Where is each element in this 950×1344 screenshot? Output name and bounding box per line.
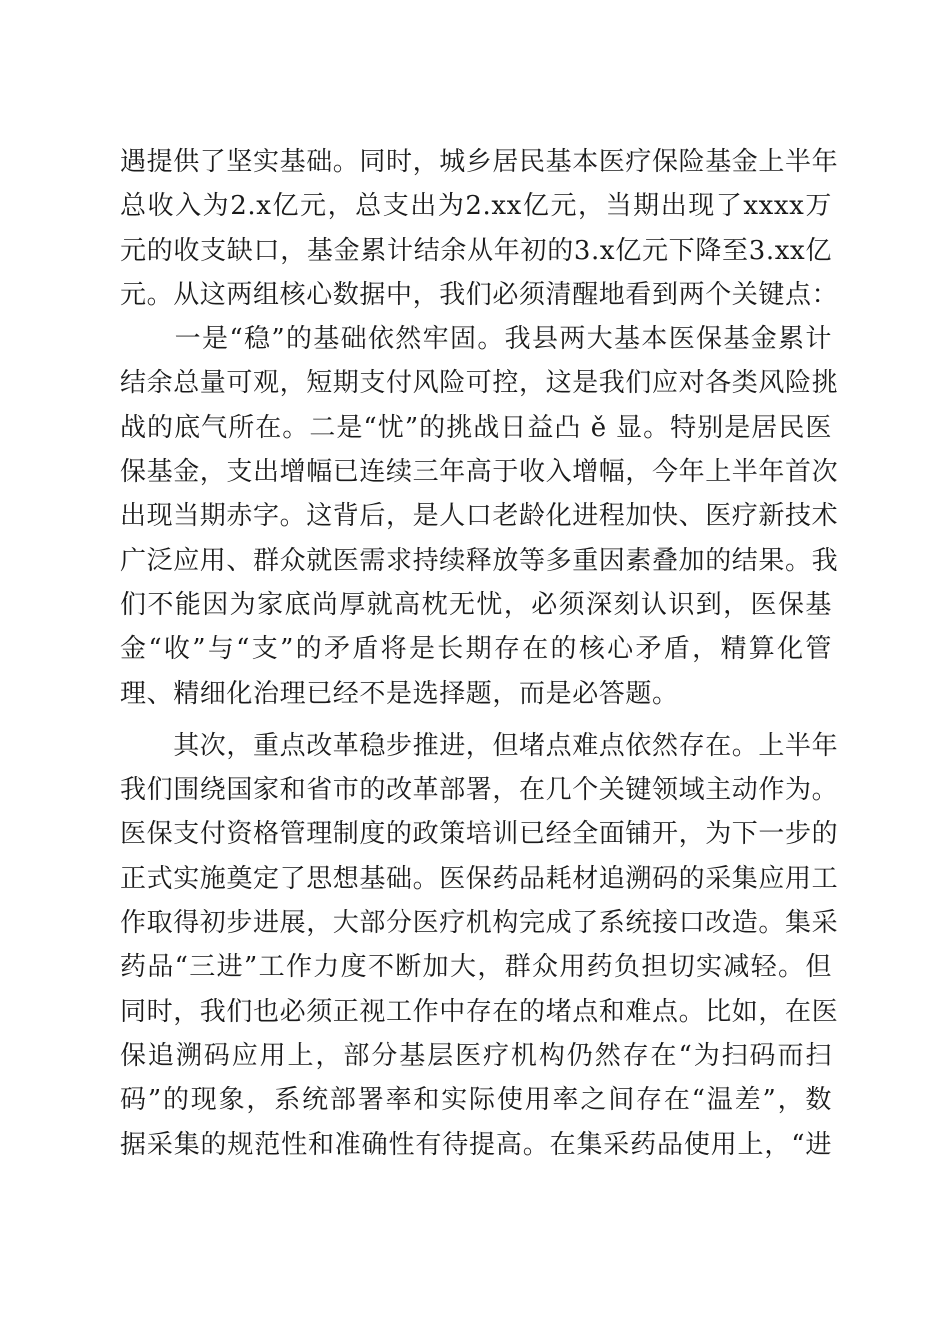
text-line: 出现当期赤字。这背后，是人口老龄化进程加快、医疗新技术	[120, 501, 839, 532]
text-line: 一是“稳”的基础依然牢固。我县两大基本医保基金累计	[120, 324, 832, 355]
text-line: 据采集的规范性和准确性有待提高。在集采药品使用上，“进	[120, 1129, 832, 1160]
text-line: 金“收”与“支”的矛盾将是长期存在的核心矛盾，精算化管	[120, 634, 832, 665]
text-line: 结余总量可观，短期支付风险可控，这是我们应对各类风险挑	[120, 368, 839, 399]
text-line: 药品“三进”工作力度不断加大，群众用药负担切实减轻。但	[120, 952, 832, 983]
paragraph-gap	[120, 716, 832, 724]
text-line: 元。从这两组核心数据中，我们必须清醒地看到两个关键点：	[120, 279, 839, 310]
body-text	[120, 140, 839, 1167]
text-line: 战的底气所在。二是“忧”的挑战日益凸 ě 显。特别是居民医	[120, 412, 832, 443]
text-line: 医保支付资格管理制度的政策培训已经全面铺开，为下一步的	[120, 819, 839, 850]
text-line: 作取得初步进展，大部分医疗机构完成了系统接口改造。集采	[120, 908, 839, 939]
text-line: 正式实施奠定了思想基础。医保药品耗材追溯码的采集应用工	[120, 863, 839, 894]
text-line: 同时，我们也必须正视工作中存在的堵点和难点。比如，在医	[120, 996, 839, 1027]
text-line: 总收入为2.x亿元，总支出为2.xx亿元，当期出现了xxxx万	[120, 191, 832, 222]
text-line: 元的收支缺口，基金累计结余从年初的3.x亿元下降至3.xx亿	[120, 235, 832, 266]
text-line: 我们围绕国家和省市的改革部署，在几个关键领域主动作为。	[120, 775, 839, 806]
text-line: 广泛应用、群众就医需求持续释放等多重因素叠加的结果。我	[120, 545, 839, 576]
text-line: 其次，重点改革稳步推进，但堵点难点依然存在。上半年	[120, 730, 839, 761]
text-line: 保基金，支出增幅已连续三年高于收入增幅，今年上半年首次	[120, 457, 839, 488]
text-line: 保追溯码应用上，部分基层医疗机构仍然存在“为扫码而扫	[120, 1040, 832, 1071]
text-line: 码”的现象，系统部署率和实际使用率之间存在“温差”，数	[120, 1085, 832, 1116]
text-line: 遇提供了坚实基础。同时，城乡居民基本医疗保险基金上半年	[120, 147, 839, 177]
text-line: 们不能因为家底尚厚就高枕无忧，必须深刻认识到，医保基	[120, 589, 832, 620]
text-line: 理、精细化治理已经不是选择题，而是必答题。	[120, 678, 679, 709]
